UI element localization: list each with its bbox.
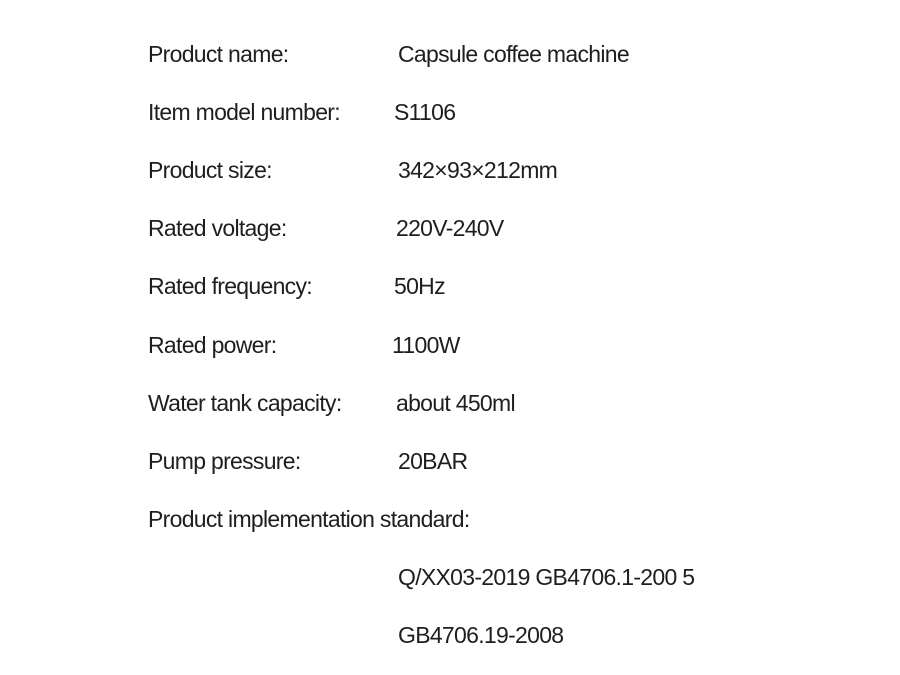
spec-value-model-number: S1106 <box>394 99 456 125</box>
spec-label-rated-power: Rated power: <box>148 332 277 358</box>
spec-label-model-number: Item model number: <box>148 99 340 125</box>
spec-label-rated-voltage: Rated voltage: <box>148 215 287 241</box>
spec-label-water-tank-capacity: Water tank capacity: <box>148 390 342 416</box>
spec-label-pump-pressure: Pump pressure: <box>148 448 301 474</box>
spec-value-rated-power: 1100W <box>392 332 460 358</box>
spec-value-standard-line-2: GB4706.19-2008 <box>398 622 564 648</box>
spec-label-implementation-standard: Product implementation standard: <box>148 506 470 532</box>
spec-label-product-name: Product name: <box>148 41 289 67</box>
spec-value-water-tank-capacity: about 450ml <box>396 390 515 416</box>
spec-value-standard-line-1: Q/XX03-2019 GB4706.1-200 5 <box>398 564 695 590</box>
spec-value-pump-pressure: 20BAR <box>398 448 468 474</box>
spec-value-rated-frequency: 50Hz <box>394 273 445 299</box>
spec-value-rated-voltage: 220V-240V <box>396 215 504 241</box>
spec-label-rated-frequency: Rated frequency: <box>148 273 312 299</box>
spec-value-product-size: 342×93×212mm <box>398 157 558 183</box>
spec-value-product-name: Capsule coffee machine <box>398 41 629 67</box>
spec-label-product-size: Product size: <box>148 157 272 183</box>
